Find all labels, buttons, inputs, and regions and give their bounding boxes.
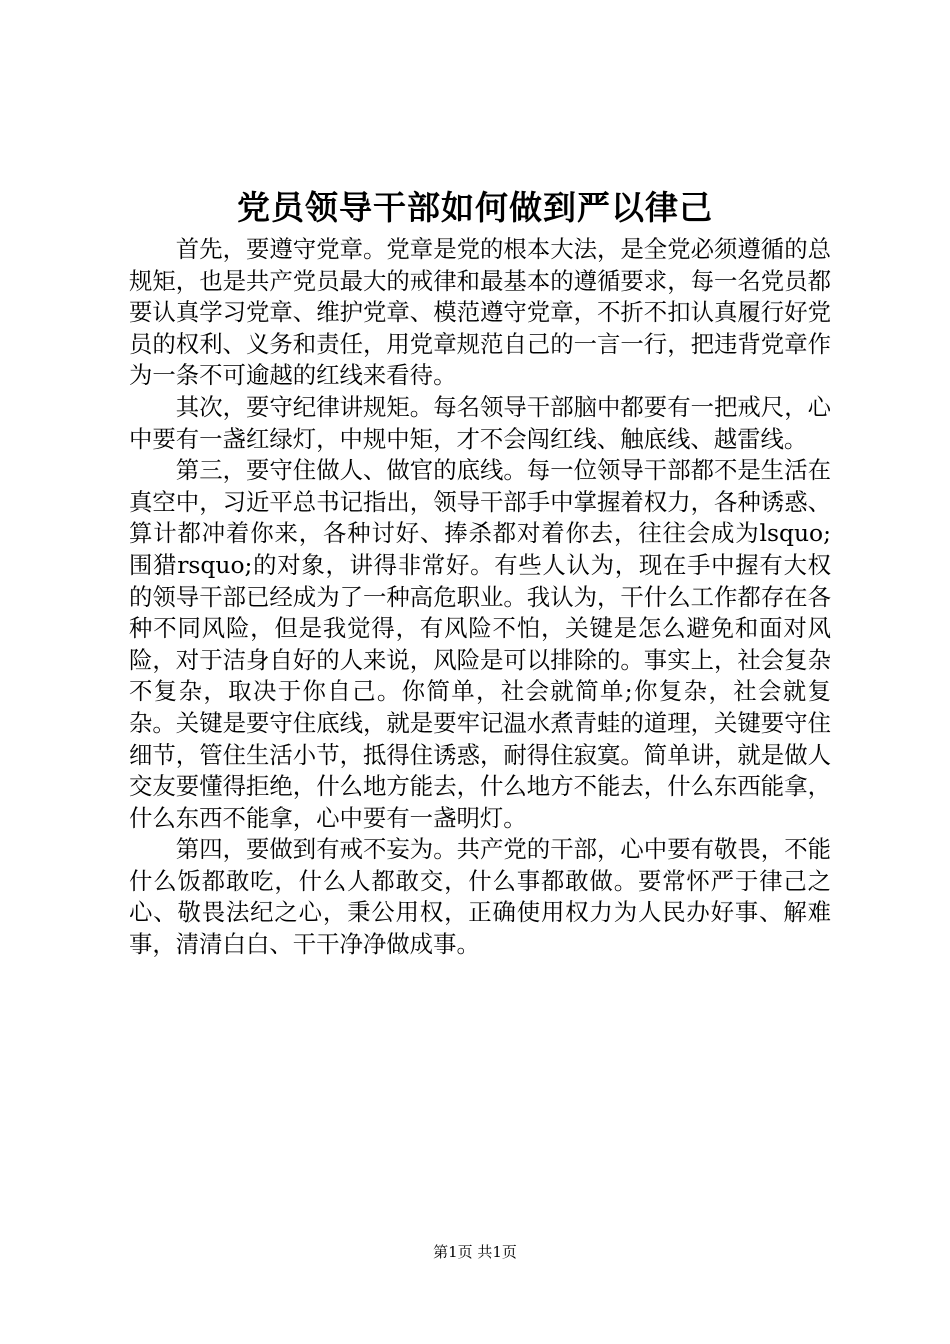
paragraph-1: 首先，要遵守党章。党章是党的根本大法，是全党必须遵循的总规矩，也是共产党员最大的戒律和最基本的遵循要求，每一名党员都要认真学习党章、维护党章、模范遵守党章，不折不扣认真履行好党员的权利、义务和责任，用党章规范自己的一言一行，把违背党章作为一条不可逾越的红线来看待。 (129, 235, 831, 390)
paragraph-4: 第四，要做到有戒不妄为。共产党的干部，心中要有敬畏，不能什么饭都敢吃，什么人都敢交，什么事都敢做。要常怀严于律己之心、敬畏法纪之心，秉公用权，正确使用权力为人民办好事、解难事，清清白白、干干净净做成事。 (129, 835, 831, 959)
paragraph-2: 其次，要守纪律讲规矩。每名领导干部脑中都要有一把戒尺，心中要有一盏红绿灯，中规中矩，才不会闯红线、触底线、越雷线。 (129, 392, 831, 453)
document-body (129, 234, 831, 961)
page-footer: 第1页 共1页 (433, 1243, 517, 1261)
document-title: 党员领导干部如何做到严以律己 (237, 188, 713, 227)
paragraph-3: 第三，要守住做人、做官的底线。每一位领导干部都不是生活在真空中，习近平总书记指出，领导干部手中掌握着权力，各种诱惑、算计都冲着你来，各种讨好、捧杀都对着你去，往往会成为lsquo;围猎rsquo;的对象，讲得非常好。有些人认为，现在手中握有大权的领导干部已经成为了一种高危职业。我认为，干什么工作都存在各种不同风险，但是我觉得，有风险不怕，关键是怎么避免和面对风险，对于洁身自好的人来说，风险是可以排除的。事实上，社会复杂不复杂，取决于你自己。你简单，社会就简单;你复杂，社会就复杂。关键是要守住底线，就是要牢记温水煮青蛙的道理，关键要守住细节，管住生活小节，抵得住诱惑，耐得住寂寞。简单讲，就是做人交友要懂得拒绝，什么地方能去，什么地方不能去，什么东西能拿，什么东西不能拿，心中要有一盏明灯。 (129, 456, 831, 832)
